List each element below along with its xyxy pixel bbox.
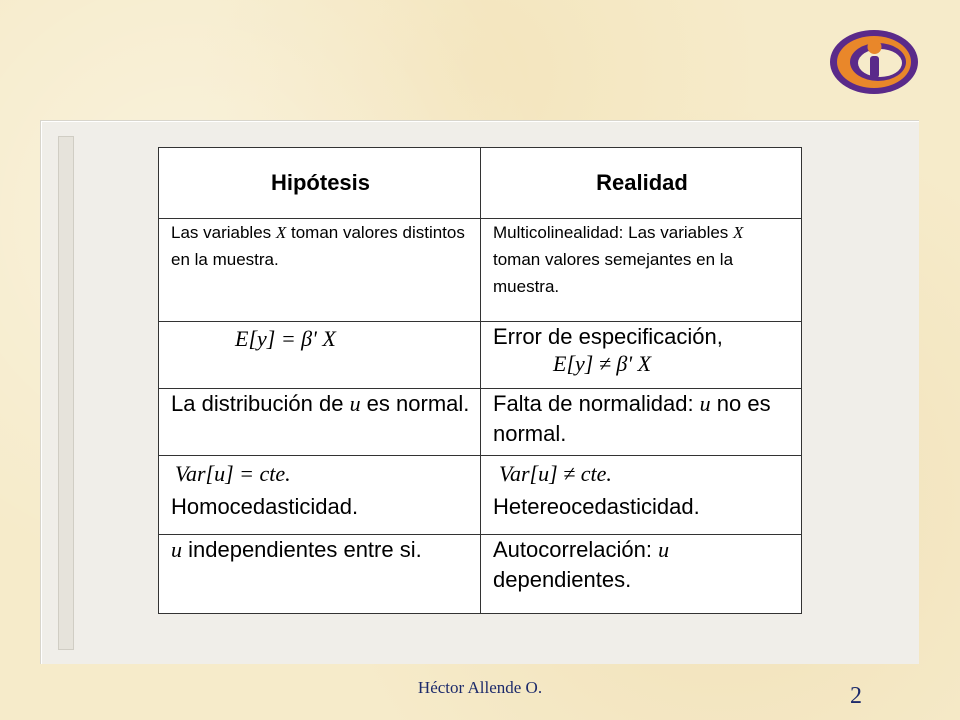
- formula-expectation: E[y] = β' X: [235, 326, 336, 351]
- table-header-row: [159, 148, 802, 219]
- cell-text: La distribución de: [171, 391, 350, 416]
- variable-u: u: [171, 537, 182, 562]
- table-row: [159, 535, 802, 614]
- cell-realidad-3: [481, 389, 802, 456]
- formula-variance: Var[u] = cte.: [175, 461, 291, 486]
- cell-text: Falta de normalidad:: [493, 391, 700, 416]
- cell-text: toman valores distintos en la muestra.: [171, 223, 465, 269]
- panel-side-bar: [58, 136, 74, 650]
- cell-text: Error de especificación,: [493, 324, 723, 349]
- hypothesis-table: [158, 147, 802, 614]
- cell-text: independientes entre si.: [182, 537, 422, 562]
- header-realidad: Realidad: [481, 148, 802, 219]
- table-row: [159, 322, 802, 389]
- cell-text: es normal.: [360, 391, 470, 416]
- cell-hipotesis-2: [159, 322, 481, 389]
- cell-hipotesis-3: [159, 389, 481, 456]
- cell-text: Hetereocedasticidad.: [493, 494, 700, 519]
- cell-text: toman valores semejantes en la muestra.: [493, 250, 734, 296]
- cell-text: no es normal.: [493, 391, 771, 446]
- cell-hipotesis-4: [159, 456, 481, 535]
- formula-variance-neq: Var[u] ≠ cte.: [499, 461, 612, 486]
- cell-text: Las variables: [171, 223, 276, 242]
- cell-text: Autocorrelación:: [493, 537, 659, 562]
- variable-u: u: [658, 537, 670, 562]
- cell-hipotesis-1: [159, 219, 481, 322]
- table-row: [159, 389, 802, 456]
- cell-realidad-4: [481, 456, 802, 535]
- formula-expectation-neq: E[y] ≠ β' X: [553, 351, 652, 376]
- cell-realidad-5: [481, 535, 802, 614]
- cell-text: Homocedasticidad.: [171, 494, 359, 519]
- variable-x: X: [733, 223, 744, 242]
- cell-realidad-1: [481, 219, 802, 322]
- table-row: [159, 456, 802, 535]
- variable-x: X: [275, 223, 287, 242]
- cell-text: dependientes.: [493, 567, 632, 592]
- cell-text: Multicolinealidad: Las variables: [493, 223, 734, 242]
- cell-hipotesis-5: [159, 535, 481, 614]
- cell-realidad-2: [481, 322, 802, 389]
- footer-author: Héctor Allende O.: [417, 678, 543, 697]
- page-number: 2: [850, 683, 862, 709]
- table-row: [159, 219, 802, 322]
- header-hipotesis: Hipótesis: [159, 148, 481, 219]
- variable-u: u: [349, 391, 361, 416]
- variable-u: u: [699, 391, 711, 416]
- logo-icon: [826, 20, 926, 100]
